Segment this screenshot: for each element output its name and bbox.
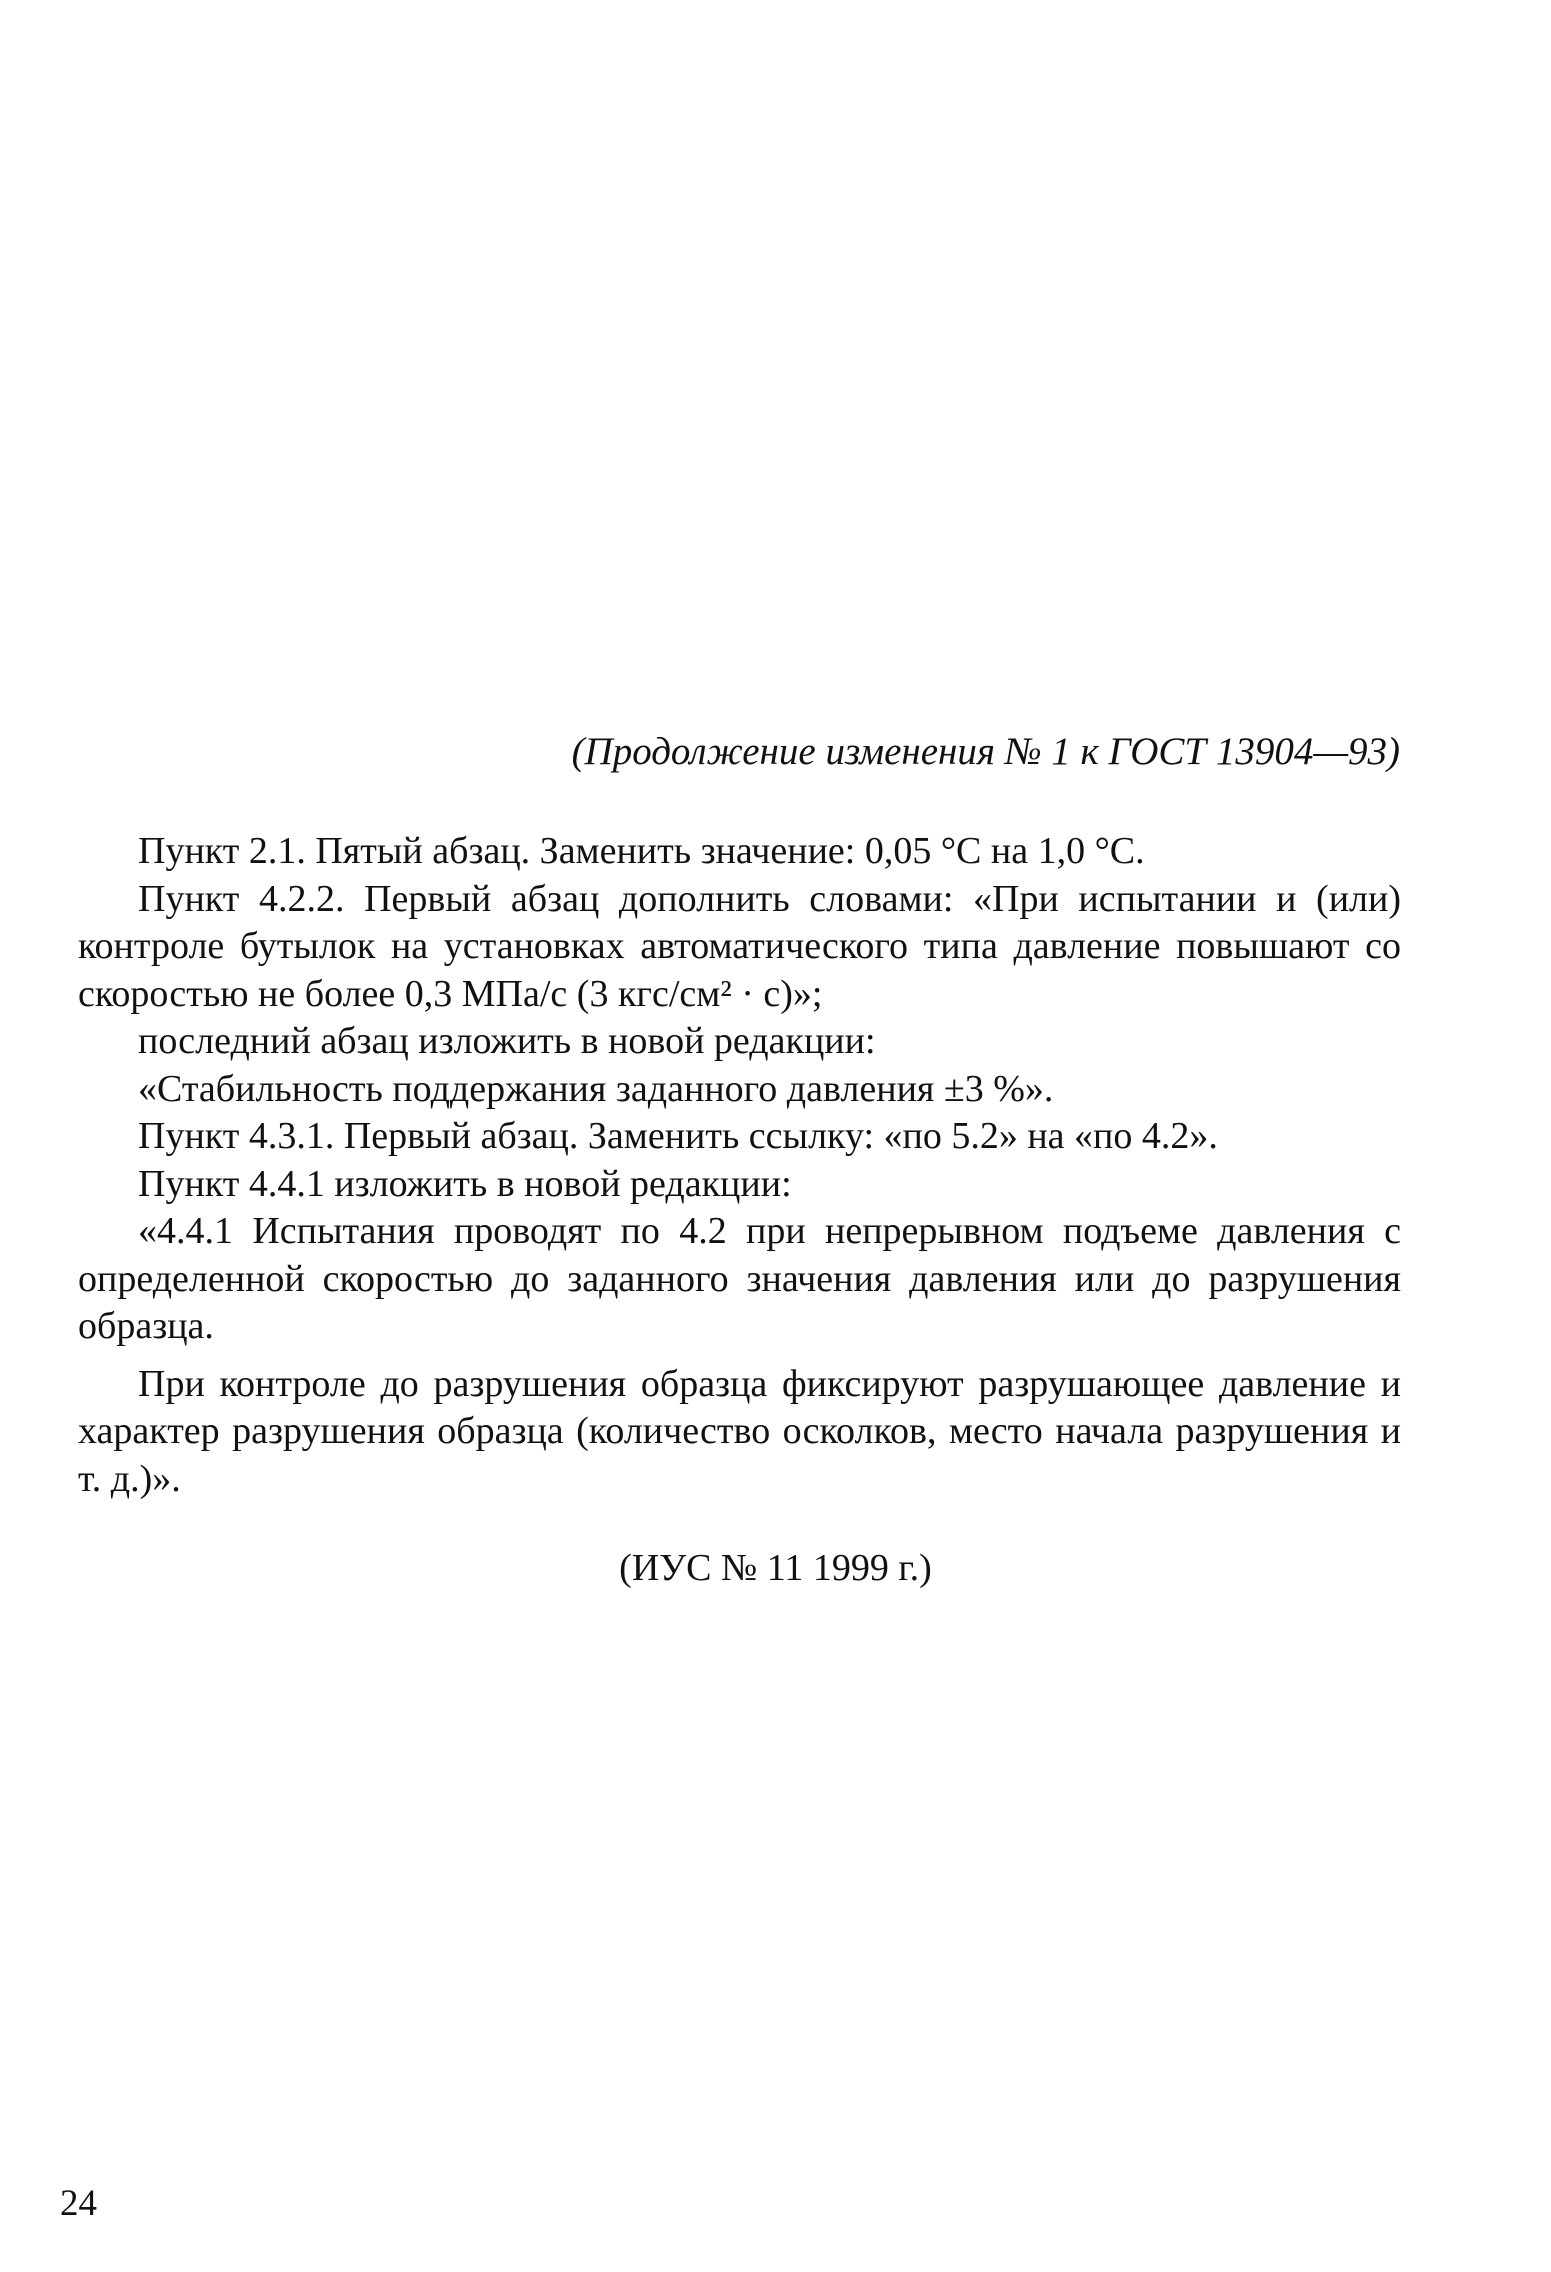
paragraph-item-4-2-2: Пункт 4.2.2. Первый абзац дополнить словами: «При испытании и (или) контроле бутылок на установках автоматического типа давление повышают со скоростью не более 0,3 МПа/с (3 кгс/см² · с)»; [78, 877, 1401, 1015]
paragraph-last-abzac: последний абзац изложить в новой редакции: [138, 1020, 876, 1062]
paragraph-item-4-3-1: Пункт 4.3.1. Первый абзац. Заменить ссылку: «по 5.2» на «по 4.2». [138, 1115, 1218, 1157]
paragraph-stability: «Стабильность поддержания заданного давления ±3 %». [138, 1067, 1054, 1110]
page-number: 24 [60, 2183, 97, 2224]
paragraph-item-4-4-1-text: «4.4.1 Испытания проводят по 4.2 при непрерывном подъеме давления с определенной скоростью до заданного значения давления или до разрушения образца. [78, 1210, 1401, 1347]
amendment-text [78, 828, 1401, 1503]
paragraph-item-2-1: Пункт 2.1. Пятый абзац. Заменить значение: 0,05 °С на 1,0 °С. [138, 830, 1145, 872]
paragraph-item-4-4-1: Пункт 4.4.1 изложить в новой редакции: [138, 1162, 792, 1205]
issue-reference: (ИУС № 11 1999 г.) [619, 1547, 932, 1589]
continuation-header: (Продолжение изменения № 1 к ГОСТ 13904—93) [571, 730, 1400, 773]
paragraph-destruction-control: При контроле до разрушения образца фиксируют разрушающее давление и характер разрушения образца (количество осколков, место начала разрушения и т. д.)». [78, 1362, 1401, 1500]
